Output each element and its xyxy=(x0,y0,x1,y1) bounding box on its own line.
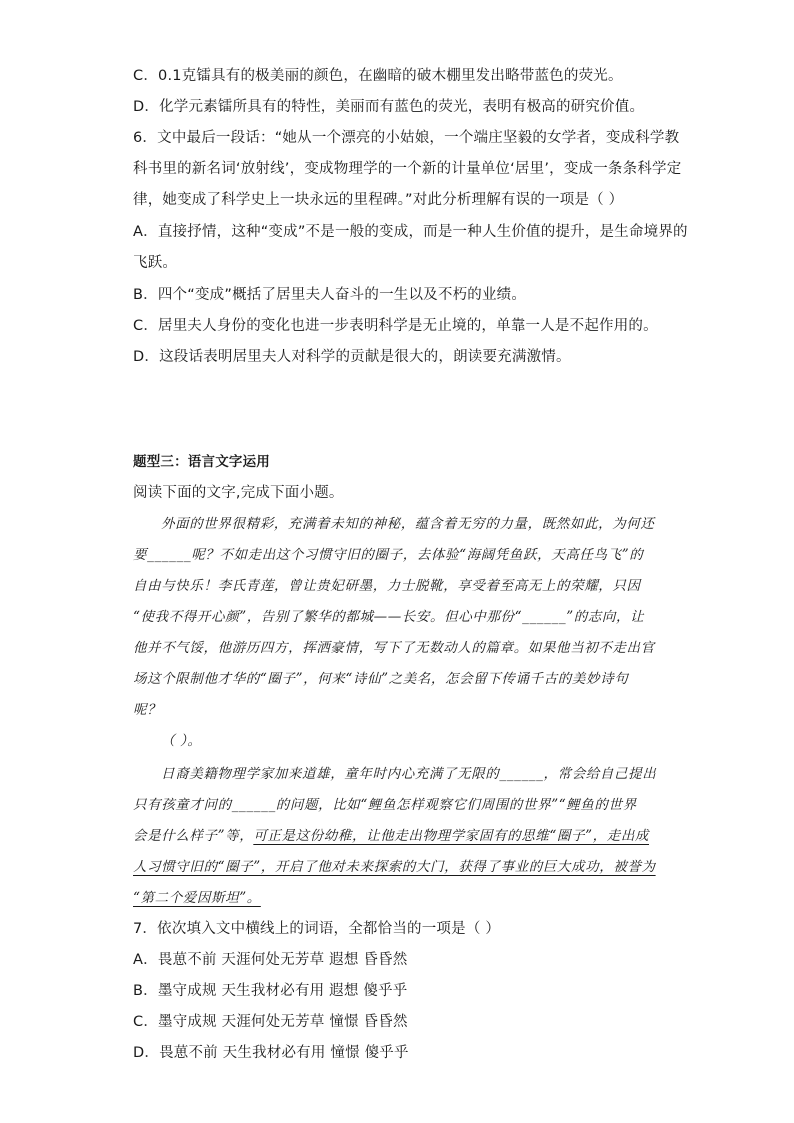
q5-option-d: D．化学元素镭所具有的特性，美丽而有蓝色的荧光，表明有极高的研究价值。 xyxy=(133,99,645,115)
passage2-line xyxy=(133,826,660,846)
section-heading: 题型三：语言文字运用 xyxy=(133,454,270,470)
passage1-line: “使我不得开心颜”，告别了繁华的都城——长安。但心中那份“______”的志向，让 xyxy=(133,609,645,625)
q7-option-b: B．墨守成规 天生我材必有用 遐想 傻乎乎 xyxy=(133,983,408,999)
q7-stem: 7．依次填入文中横线上的词语，全都恰当的一项是（ ） xyxy=(133,921,501,937)
q7-option-d: D．畏葸不前 天生我材必有用 憧憬 傻乎乎 xyxy=(133,1045,409,1061)
q6-option-a-line-1: A．直接抒情，这种“变成”不是一般的变成，而是一种人生价值的提升，是生命境界的 xyxy=(133,224,688,240)
passage1-line: 要______呢？不如走出这个习惯守旧的圈子，去体验“海阔凭鱼跃，天高任鸟飞”的 xyxy=(133,547,644,563)
passage1-line: 呢？ xyxy=(133,702,162,718)
q6-option-b: B．四个“变成”概括了居里夫人奋斗的一生以及不朽的业绩。 xyxy=(133,287,527,303)
passage1-line: 自由与快乐！李氏青莲，曾让贵妃研墨，力士脱靴，享受着至高无上的荣耀，只因 xyxy=(133,578,641,594)
q6-option-a-line-2: 飞跃。 xyxy=(133,255,178,271)
q6-option-c: C．居里夫人身份的变化也进一步表明科学是无止境的，单靠一人是不起作用的。 xyxy=(133,318,658,334)
blank-parenthesis: （ ）。 xyxy=(161,733,202,749)
q6-stem-line-2: 科书里的新名词‘放射线’，变成物理学的一个新的计量单位‘居里’，变成一条条科学定 xyxy=(133,161,682,177)
underlined-sentence: 人习惯守旧的“圈子”，开启了他对未来探索的大门，获得了事业的巨大成功，被誉为 xyxy=(133,859,656,875)
passage1-line: 场这个限制他才华的“圈子”，何来“诗仙”之美名，怎会留下传诵千古的美妙诗句 xyxy=(133,671,629,687)
passage2-plain-text: 会是什么样子”等， xyxy=(133,828,254,844)
q6-option-d: D．这段话表明居里夫人对科学的贡献是很大的，朗读要充满激情。 xyxy=(133,349,571,365)
underlined-sentence: “第二个爱因斯坦”。 xyxy=(133,890,261,906)
passage1-line: 他并不气馁，他游历四方，挥洒豪情，写下了无数动人的篇章。如果他当初不走出官 xyxy=(133,640,655,656)
section-instruction: 阅读下面的文字,完成下面小题。 xyxy=(133,485,344,501)
q7-option-c: C．墨守成规 天涯何处无芳草 憧憬 昏昏然 xyxy=(133,1014,408,1030)
underlined-sentence: 可正是这份幼稚，让他走出物理学家固有的思维“圈子”，走出成 xyxy=(253,828,650,844)
passage2-line: 只有孩童才问的______的问题，比如“鲤鱼怎样观察它们周围的世界”“鲤鱼的世界 xyxy=(133,797,637,813)
q6-stem-line-1: 6．文中最后一段话：“她从一个漂亮的小姑娘，一个端庄坚毅的女学者，变成科学教 xyxy=(133,130,680,146)
passage2-line: 日裔美籍物理学家加来道雄，童年时内心充满了无限的______，常会给自己提出 xyxy=(161,766,657,782)
q7-option-a: A．畏葸不前 天涯何处无芳草 遐想 昏昏然 xyxy=(133,952,408,968)
passage1-line: 外面的世界很精彩，充满着未知的神秘，蕴含着无穷的力量，既然如此，为何还 xyxy=(161,516,655,532)
q6-stem-line-3: 律，她变成了科学史上一块永远的里程碑。”对此分析理解有误的一项是（ ） xyxy=(133,192,624,208)
q5-option-c: C．0.1克镭具有的极美丽的颜色，在幽暗的破木棚里发出略带蓝色的荧光。 xyxy=(133,68,623,84)
